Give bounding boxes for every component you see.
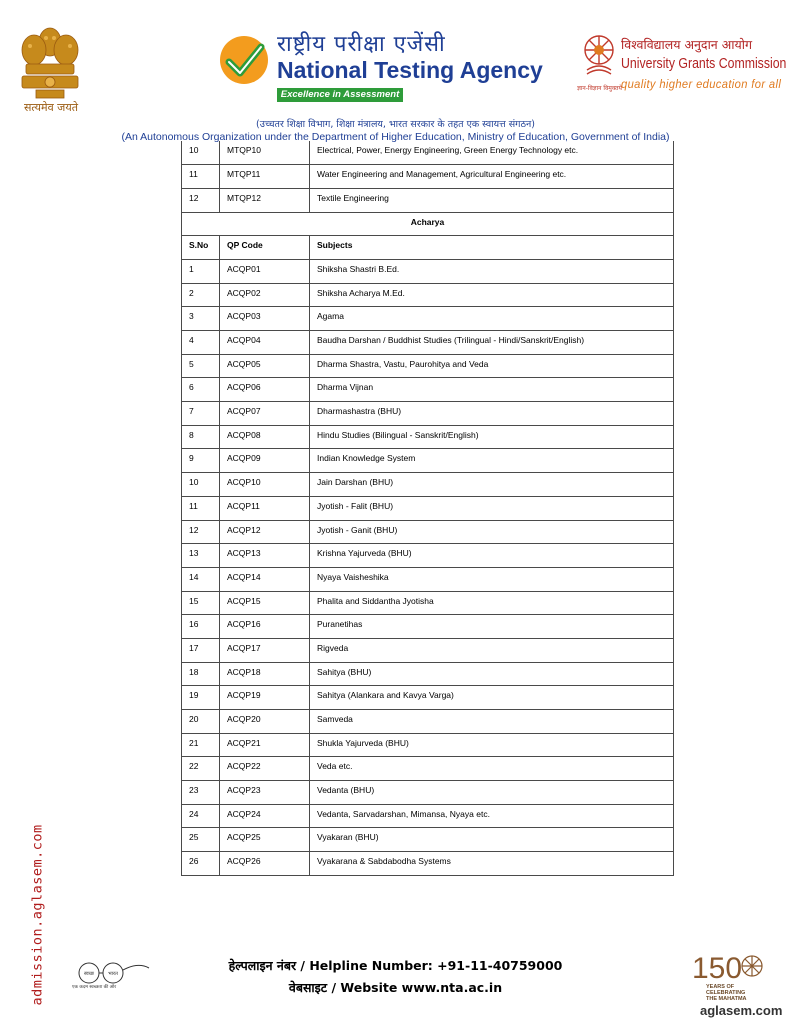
code-cell: ACQP23 [220,781,310,805]
sno-cell: 16 [182,615,220,639]
ugc-hindi-name: विश्वविद्यालय अनुदान आयोग [621,37,753,52]
subject-cell: Jyotish - Falit (BHU) [310,496,674,520]
sno-cell: 19 [182,686,220,710]
sno-cell: 22 [182,757,220,781]
table-row [182,757,674,781]
sno-cell: 8 [182,425,220,449]
table-row [182,781,674,805]
sno-cell: 17 [182,638,220,662]
table-body [182,141,674,875]
code-cell: ACQP26 [220,852,310,876]
ugc-logo-icon [581,30,617,86]
helpline-number: हेल्पलाइन नंबर / Helpline Number: +91-11-40759000 [228,958,563,973]
table-row [182,449,674,473]
sno-cell: 5 [182,354,220,378]
sno-cell: 2 [182,283,220,307]
code-cell: ACQP21 [220,733,310,757]
code-cell: MTQP11 [220,165,310,189]
sno-cell: 18 [182,662,220,686]
code-cell: ACQP07 [220,402,310,426]
sno-cell: 13 [182,544,220,568]
header-row [182,236,674,260]
side-watermark: admission.aglasem.com [29,824,46,1006]
sno-cell: 26 [182,852,220,876]
sno-cell: 21 [182,733,220,757]
code-cell: ACQP18 [220,662,310,686]
subject-cell: Sahitya (BHU) [310,662,674,686]
subject-cell: Dharma Shastra, Vastu, Paurohitya and Veda [310,354,674,378]
nta-tagline: Excellence in Assessment [277,88,403,102]
aglasem-brand: aglasem.com [700,1003,783,1018]
table-row [182,283,674,307]
code-cell: ACQP05 [220,354,310,378]
table-row [182,425,674,449]
code-cell: MTQP10 [220,141,310,165]
code-cell: ACQP17 [220,638,310,662]
code-cell: ACQP13 [220,544,310,568]
subject-cell: Hindu Studies (Bilingual - Sanskrit/English) [310,425,674,449]
sno-cell: 24 [182,804,220,828]
subject-cell: Rigveda [310,638,674,662]
swachh-text-left: स्वच्छ [83,971,95,977]
ugc-tagline: quality higher education for all [621,77,782,91]
nta-tick-logo-icon [217,33,271,87]
website-link: वेबसाइट / Website www.nta.ac.in [288,980,503,995]
table-row [182,402,674,426]
subject-cell: Indian Knowledge System [310,449,674,473]
table-row [182,615,674,639]
subject-cell: Phalita and Siddantha Jyotisha [310,591,674,615]
table-row [182,141,674,165]
subject-cell: Dharma Vijnan [310,378,674,402]
sno-cell: 12 [182,520,220,544]
sno-cell: 23 [182,781,220,805]
code-cell: ACQP12 [220,520,310,544]
subject-cell: Vyakaran (BHU) [310,828,674,852]
subtitle-english: (An Autonomous Organization under the Department of Higher Education, Ministry of Education, Government of India) [121,131,670,143]
emblem-caption: सत्यमेव जयते [23,101,78,114]
code-cell: ACQP01 [220,259,310,283]
sno-cell: 6 [182,378,220,402]
sno-cell: 20 [182,710,220,734]
subject-cell: Vedanta, Sarvadarshan, Mimansa, Nyaya etc. [310,804,674,828]
subject-cell: Water Engineering and Management, Agricultural Engineering etc. [310,165,674,189]
code-cell: ACQP11 [220,496,310,520]
subject-cell: Jain Darshan (BHU) [310,473,674,497]
table-row [182,188,674,212]
subjects-table [181,141,674,876]
subject-cell: Nyaya Vaisheshika [310,567,674,591]
ugc-logo-caption: ज्ञान-विज्ञान विमुक्तये [577,85,623,92]
code-cell: ACQP02 [220,283,310,307]
subtitle-hindi: (उच्चतर शिक्षा विभाग, शिक्षा मंत्रालय, भारत सरकार के तहत एक स्वायत्त संगठन) [256,119,535,130]
code-cell: ACQP20 [220,710,310,734]
code-cell: ACQP04 [220,331,310,355]
code-cell: ACQP19 [220,686,310,710]
sno-cell: 9 [182,449,220,473]
subject-cell: Vedanta (BHU) [310,781,674,805]
code-cell: ACQP15 [220,591,310,615]
subject-cell: Electrical, Power, Energy Engineering, Green Energy Technology etc. [310,141,674,165]
subject-cell: Jyotish - Ganit (BHU) [310,520,674,544]
table-row [182,165,674,189]
sno-cell: 3 [182,307,220,331]
sno-cell: 1 [182,259,220,283]
sno-cell: 4 [182,331,220,355]
ugc-english-name: University Grants Commission [621,55,787,72]
nta-english-name: National Testing Agency [277,57,543,83]
subject-cell: Sahitya (Alankara and Kavya Varga) [310,686,674,710]
sno-cell: 15 [182,591,220,615]
table-row [182,591,674,615]
subject-cell: Agama [310,307,674,331]
sno-cell: 11 [182,165,220,189]
table-row [182,259,674,283]
nta-hindi-name: राष्ट्रीय परीक्षा एजेंसी [277,32,446,57]
sno-cell: 11 [182,496,220,520]
table-row [182,804,674,828]
code-cell: ACQP16 [220,615,310,639]
section-title: Acharya [182,212,674,236]
subject-cell: Baudha Darshan / Buddhist Studies (Trilingual - Hindi/Sanskrit/English) [310,331,674,355]
code-cell: ACQP24 [220,804,310,828]
code-cell: MTQP12 [220,188,310,212]
subject-cell: Puranetihas [310,615,674,639]
table-row [182,473,674,497]
table-row [182,331,674,355]
code-cell: ACQP09 [220,449,310,473]
code-cell: ACQP06 [220,378,310,402]
table-row [182,828,674,852]
sno-cell: 10 [182,141,220,165]
subject-cell: Samveda [310,710,674,734]
subject-cell: Dharmashastra (BHU) [310,402,674,426]
table-row [182,520,674,544]
table-row [182,307,674,331]
header-sno: S.No [182,236,220,260]
table-row [182,686,674,710]
code-cell: ACQP03 [220,307,310,331]
code-cell: ACQP14 [220,567,310,591]
swachh-caption: एक कदम स्वच्छता की ओर [72,985,117,990]
table-row [182,662,674,686]
table-row [182,638,674,662]
sno-cell: 14 [182,567,220,591]
code-cell: ACQP10 [220,473,310,497]
table-row [182,354,674,378]
swachh-text-right: भारत [108,971,118,977]
subject-cell: Shukla Yajurveda (BHU) [310,733,674,757]
sno-cell: 7 [182,402,220,426]
gandhi-caption: YEARS OF CELEBRATING THE MAHATMA [706,984,747,1002]
sno-cell: 25 [182,828,220,852]
table-row [182,733,674,757]
table-row [182,544,674,568]
header-subjects: Subjects [310,236,674,260]
code-cell: ACQP08 [220,425,310,449]
subject-cell: Shiksha Acharya M.Ed. [310,283,674,307]
gandhi-150-number: 150 [692,952,743,985]
subject-cell: Krishna Yajurveda (BHU) [310,544,674,568]
table-row [182,378,674,402]
code-cell: ACQP25 [220,828,310,852]
subject-cell: Shiksha Shastri B.Ed. [310,259,674,283]
header-qp-code: QP Code [220,236,310,260]
qp-code-table [181,141,674,876]
table-row [182,710,674,734]
table-row [182,852,674,876]
subject-cell: Veda etc. [310,757,674,781]
sno-cell: 12 [182,188,220,212]
section-row [182,212,674,236]
table-row [182,496,674,520]
table-row [182,567,674,591]
code-cell: ACQP22 [220,757,310,781]
sno-cell: 10 [182,473,220,497]
subject-cell: Vyakarana & Sabdabodha Systems [310,852,674,876]
subject-cell: Textile Engineering [310,188,674,212]
